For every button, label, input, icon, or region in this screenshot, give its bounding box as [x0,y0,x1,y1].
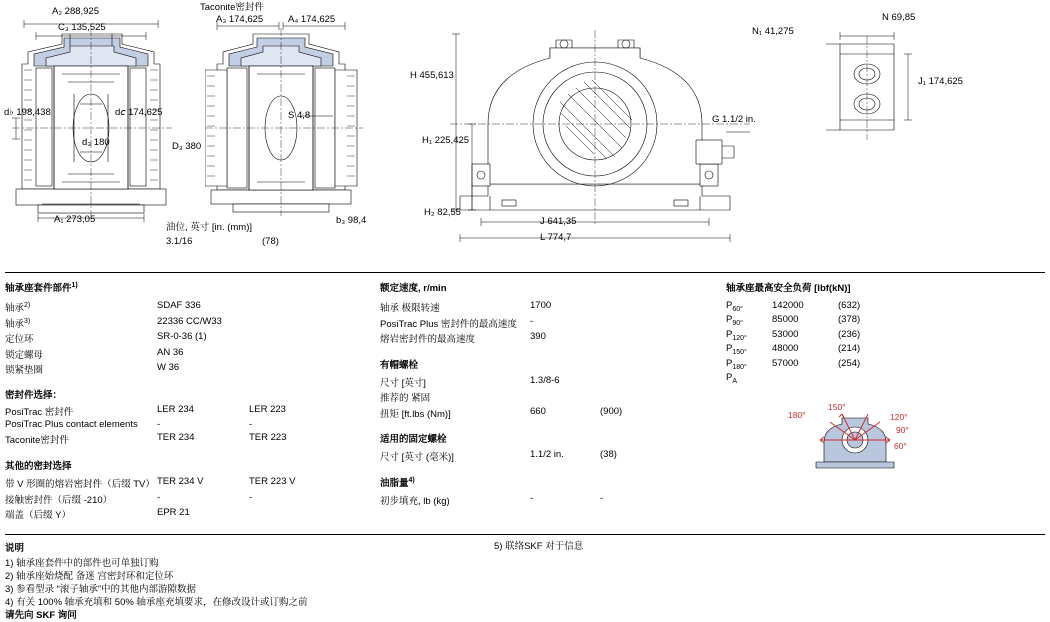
row-value-1: - [530,492,534,504]
row-value-1 [530,390,600,406]
footer-line: 请先向 SKF 询问 [5,610,77,621]
row-label [726,372,772,386]
row-label: PosiTrac Plus 密封件的最高速度 [380,318,517,330]
table-row [380,449,660,465]
row-label-sub: 120° [732,334,747,342]
table-row [380,316,660,332]
row-label: 轴承 极限转速 [380,303,440,314]
row-value-2: - [249,419,253,430]
row-label-sub: 180° [732,363,747,371]
row-label: 初步填充, lb (kg) [380,495,450,507]
row-label: 扭矩 [ft.lbs (Nm)] [380,408,451,420]
hold-down-bolts-head: 适用的固定螺栓 [380,434,447,445]
row-label [726,358,772,372]
left-panel-title-sup: 1) [71,281,78,289]
row-value-2: (900) [600,405,623,417]
row-label [726,329,772,343]
drawing-section-front [450,14,780,264]
row-value-1: - [530,315,534,327]
table-row [380,300,660,316]
angle-label-90: 90° [896,425,909,435]
dim-J: J 641,35 [540,216,577,227]
row-label: 定位环 [5,334,34,345]
footer-line: 2) 轴承座始烧配 备迷 宫密封环和定位环 [5,571,174,582]
safe-load-table [726,300,898,386]
row-label-sup: 2) [24,301,31,309]
row-label: PosiTrac Plus contact elements [5,419,138,430]
dim-C3: C₃ 135,525 [58,22,106,33]
angle-label-60: 60° [894,441,907,451]
row-label-text: P [726,300,733,311]
row-value-2: (632) [838,300,861,311]
angle-label-180: 180° [788,410,806,420]
row-label: Taconite密封件 [5,434,69,446]
dim-A3: A₃ 174,625 [216,14,264,25]
table-row [726,329,898,343]
row-value-1: LER 234 [157,403,194,415]
row-label: 带 V 形圈的熔岩密封件（后缀 TV） [5,479,155,490]
grease-head-text: 油脂量 [380,477,409,489]
row-value-1: 660 [530,405,546,417]
dim-H1: H₁ 225,425 [422,135,470,146]
grease-table [380,493,660,509]
row-label [726,314,772,328]
table-row [5,316,341,332]
row-value-1: TER 234 [157,431,195,443]
bearing-housing-kit-panel [5,280,355,523]
row-value-2 [249,316,341,332]
oil-level-value-mm: (78) [262,236,279,247]
row-label-text: P [726,314,733,326]
row-value-2 [249,300,341,316]
speed-and-bolts-panel [380,280,700,508]
dim-S: S 4,8 [288,110,311,121]
cap-bolts-head: 有帽螺栓 [380,359,419,371]
table-row [380,390,660,406]
row-label: 锁定螺母 [5,349,44,361]
table-row [5,507,341,523]
row-value-2: (254) [838,357,861,369]
dim-db: d♭ 198,438 [4,107,51,118]
row-value-2: (214) [838,343,861,355]
table-row [726,300,898,314]
divider-top [5,272,1045,273]
row-label [726,300,772,314]
table-row [380,331,660,347]
row-label: 尺寸 [英寸 (毫米)] [380,452,454,463]
oil-level-label: 油位, 英寸 [in. (mm)] [166,222,253,233]
row-value-1: SDAF 336 [157,300,201,311]
footer-notes [5,540,525,622]
table-row [5,331,341,347]
dim-J1: J₁ 174,625 [918,76,963,87]
row-label-text: P [726,357,733,369]
dim-L: L 774,7 [540,232,572,243]
footer-line: 3) 参看型录 “滚子轴承”中的其他内部游隙数据 [5,584,197,595]
table-row [5,419,341,432]
angle-label-150: 150° [828,402,846,412]
load-angle-svg [790,408,940,470]
angle-label-120: 120° [890,412,908,422]
row-label: 熔岩密封件的最高速度 [380,334,476,345]
row-value-2: LER 223 [249,403,286,415]
row-value-1: 22336 CC/W33 [157,315,222,327]
table-row [5,432,341,448]
row-label-sub: 150° [732,349,747,357]
footer-line: 1) 轴承座套件中的部件也可单独订购 [5,558,159,569]
row-value-2: (378) [838,314,861,326]
row-value-2 [249,362,341,378]
other-seal-options-table [5,476,341,523]
row-value-1: 142000 [772,300,804,311]
left-panel-title-text: 轴承座套件部件 [5,283,72,294]
table-row [5,347,341,363]
row-value-1: - [157,491,161,503]
table-row [5,362,341,378]
hold-down-bolts-table [380,449,660,465]
row-value-1: EPR 21 [157,507,190,518]
row-value-2 [838,372,898,386]
row-label-text: 轴承 [5,318,25,330]
row-value-2: TER 223 [249,431,287,443]
row-value-1: 57000 [772,357,799,369]
table-row [726,358,898,372]
dim-G: G 1.1/2 in. [712,114,756,125]
grease-head [380,475,700,489]
row-label: 推荐的 紧固 [380,393,431,404]
row-value-2 [600,300,660,316]
row-label-sub: A [732,377,738,385]
cap-bolts-table [380,375,660,422]
left-panel-title [5,280,355,294]
seal-options-head: 密封件选择： [5,389,63,401]
oil-level-value: 3.1/16 [166,236,193,247]
row-value-2 [249,347,341,363]
row-value-1: 1.3/8-6 [530,374,560,386]
row-label-sub: 90° [732,320,743,328]
footer-right-note: 5) 联络SKF 对于信息 [494,541,584,552]
row-value-1: 390 [530,331,546,342]
table-row [380,493,660,509]
max-safe-load-panel [726,280,1046,386]
table-row [726,343,898,357]
dim-A2: A₂ 288,925 [52,6,100,17]
row-label [5,316,157,332]
table-row [726,314,898,328]
row-value-2: - [600,492,604,504]
row-label [726,343,772,357]
row-value-1: 53000 [772,328,799,340]
row-label: 接触密封件（后缀 -210） [5,494,113,506]
row-value-1: SR-0-36 (1) [157,331,207,342]
row-label-text: 轴承 [5,303,25,314]
row-value-2 [249,507,341,523]
load-angle-diagram [788,402,940,468]
row-value-2: TER 223 V [249,476,296,487]
row-label-text: P [726,343,733,355]
row-label: PosiTrac 密封件 [5,406,74,418]
row-value-1: W 36 [157,362,180,373]
dim-dc: d𝘤 174,625 [115,107,163,118]
row-label: 尺寸 [英寸] [380,377,426,389]
table-row [726,372,898,386]
row-value-1: AN 36 [157,346,184,358]
row-label-text: P [726,328,733,340]
seal-options-table [5,404,341,448]
dim-ba: b₃ 98,4 [336,215,367,226]
row-value-1: TER 234 V [157,476,204,487]
taconite-caption: Taconite密封件 [200,2,264,13]
row-value-1: 1700 [530,300,552,311]
row-value-2 [600,316,660,332]
speed-table [380,300,660,347]
row-value-1: 1.1/2 in. [530,449,564,460]
kit-parts-table [5,300,341,378]
row-label-sup: 3) [24,317,31,325]
row-value-2: (236) [838,328,861,340]
row-value-1: - [157,419,161,430]
table-row [5,404,341,420]
dim-N: N 69,85 [882,12,916,23]
dim-H: H 455,613 [410,70,454,81]
table-row [5,492,341,508]
row-value-2 [249,331,341,347]
row-label [5,300,157,316]
row-label: 端盖（后缀 Y） [5,510,71,521]
dim-H2: H₂ 82,55 [424,207,461,218]
table-row [380,375,660,391]
row-label-sub: 60° [732,305,743,313]
right-panel-title: 轴承座最高安全负荷 [lbf(kN)] [726,283,851,294]
row-value-1: 48000 [772,343,799,355]
row-label-text: P [726,371,733,383]
speed-head: 额定速度, r/min [380,283,447,294]
dim-A4: A₄ 174,625 [288,14,336,25]
dim-Da: D₃ 380 [172,141,202,152]
table-row [5,476,341,492]
divider-bottom [5,534,1045,535]
row-value-2 [600,375,660,391]
grease-head-sup: 4) [408,476,415,484]
table-row [380,406,660,422]
row-value-2: - [249,491,253,503]
footer-line: 4) 有关 100% 轴承充填和 50% 轴承座充填要求，在修改设计或订购之前 [5,597,308,608]
footer-head: 说明 [5,543,25,554]
row-label: 锁紧垫圈 [5,365,44,376]
row-value-2: (38) [600,449,617,460]
drawing-section-right [820,30,940,170]
drawing-area [0,0,1050,265]
row-value-2 [600,390,660,406]
dim-A1: A₁ 273,05 [54,214,96,225]
other-seal-options-head: 其他的密封选择 [5,461,72,472]
dim-N1: N₁ 41,275 [752,26,794,37]
row-value-1 [772,372,838,386]
table-row [5,300,341,316]
row-value-1: 85000 [772,314,799,326]
row-value-2 [600,331,660,347]
dim-da: d₃ 180 [82,137,110,148]
